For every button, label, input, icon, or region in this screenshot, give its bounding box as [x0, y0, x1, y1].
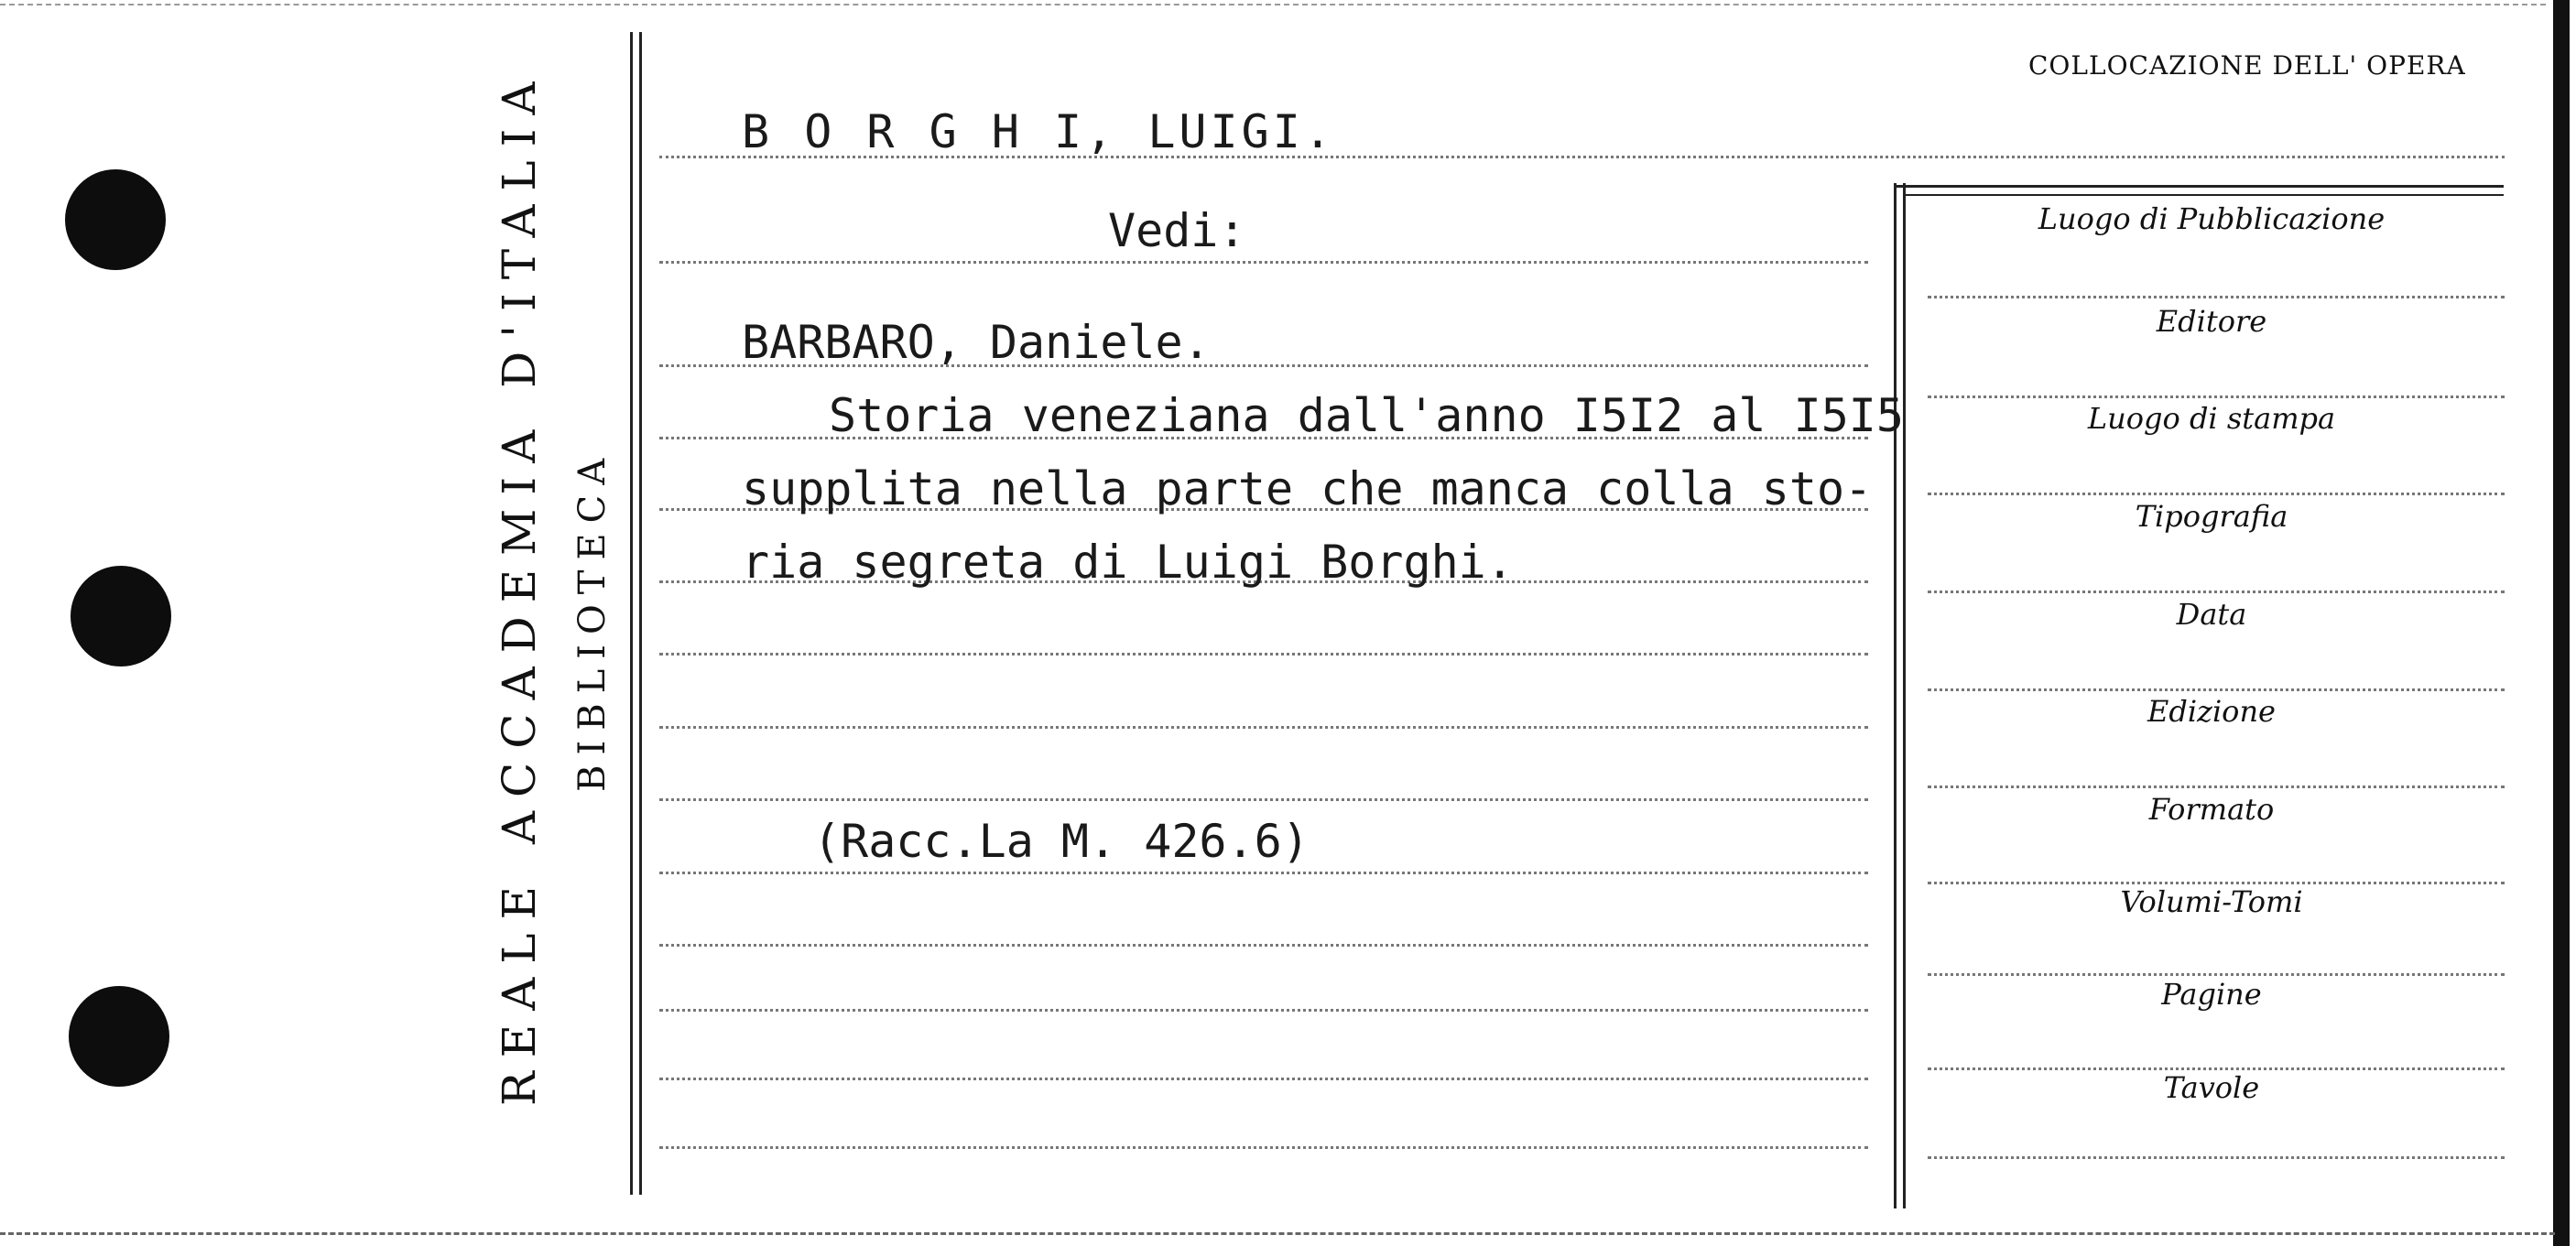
field-line: [1928, 786, 2505, 788]
punch-hole: [65, 169, 166, 270]
ruled-line: [659, 1078, 1868, 1080]
bottom-edge: [0, 1232, 2555, 1235]
field-line: [1928, 590, 2505, 593]
field-column-top-rule: [1903, 194, 2504, 196]
field-label: Volumi-Tomi: [2120, 884, 2303, 919]
field-column-top-rule: [1894, 185, 2504, 188]
left-rule: [639, 32, 642, 1195]
ruled-line: [659, 1009, 1868, 1012]
entry-line: supplita nella parte che manca colla sto-: [742, 462, 1873, 515]
collocation-label: COLLOCAZIONE DELL' OPERA: [2028, 50, 2466, 81]
card-right-edge: [2553, 0, 2570, 1246]
ruled-line: [659, 653, 1868, 656]
field-line: [1928, 493, 2505, 495]
field-line: [1928, 1156, 2505, 1159]
entry-line: Storia veneziana dall'anno I5I2 al I5I5: [829, 389, 1904, 442]
field-column-rule: [1903, 183, 1906, 1208]
shelfmark: (Racc.La M. 426.6): [813, 815, 1310, 868]
field-label: Luogo di Pubblicazione: [2038, 201, 2386, 236]
field-label: Tipografia: [2135, 499, 2288, 534]
field-line: [1928, 973, 2505, 976]
ruled-line: [659, 798, 1868, 801]
library-name: BIBLIOTECA: [571, 448, 614, 792]
field-line: [1928, 688, 2505, 691]
punch-hole: [71, 566, 171, 666]
author-heading: B O R G H I, LUIGI.: [742, 105, 1335, 158]
see-reference: Vedi:: [1108, 204, 1246, 257]
ruled-line: [659, 944, 1868, 947]
field-label: Tavole: [2163, 1070, 2260, 1105]
field-column-rule: [1894, 183, 1897, 1208]
left-rule: [630, 32, 633, 1195]
ruled-line: [659, 261, 1868, 264]
ruled-line: [659, 872, 1868, 874]
entry-line: BARBARO, Daniele.: [742, 316, 1211, 369]
top-edge: [0, 4, 2546, 5]
field-line: [1928, 395, 2505, 398]
punch-hole: [69, 986, 169, 1087]
ruled-line: [659, 1146, 1868, 1149]
institution-name: REALE ACCADEMIA D'ITALIA: [493, 68, 546, 1106]
field-label: Formato: [2148, 792, 2275, 827]
ruled-line: [659, 726, 1868, 729]
field-line: [1928, 296, 2505, 298]
field-label: Data: [2176, 597, 2247, 632]
entry-line: ria segreta di Luigi Borghi.: [742, 536, 1514, 589]
field-label: Editore: [2156, 304, 2267, 339]
field-label: Edizione: [2147, 694, 2276, 729]
field-label: Luogo di stampa: [2087, 401, 2336, 436]
field-label: Pagine: [2161, 977, 2262, 1012]
